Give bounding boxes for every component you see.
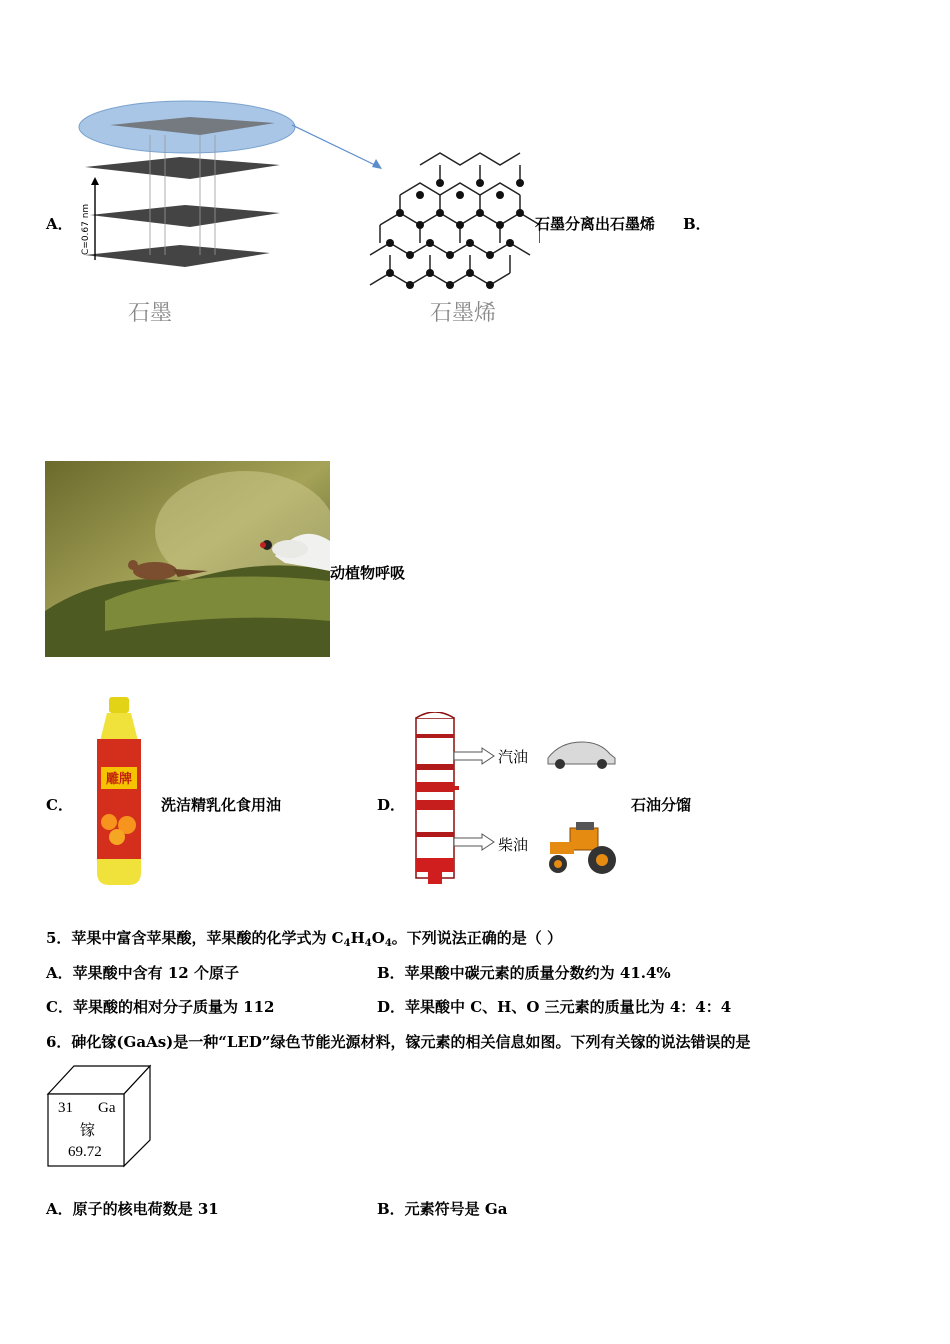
- element-symbol: Ga: [98, 1100, 116, 1116]
- q5-o: O: [371, 929, 385, 947]
- q5-stem: [46, 929, 562, 953]
- bottle-brand: 雕牌: [105, 772, 133, 787]
- q5-sub-o: 4: [384, 938, 392, 949]
- option-a-caption: 石墨分离出石墨烯: [535, 215, 656, 233]
- option-c-caption: 洗洁精乳化食用油: [161, 796, 282, 814]
- detergent-bottle: [95, 697, 143, 887]
- option-b-caption: 动植物呼吸: [330, 564, 406, 582]
- q6-option-b: B．元素符号是 Ga: [377, 1200, 508, 1218]
- element-mass: 69.72: [68, 1144, 102, 1160]
- q5-option-c: C．苹果酸的相对分子质量为 112: [46, 998, 275, 1016]
- option-c-letter: C．: [46, 796, 73, 814]
- graphite-figure: [70, 95, 540, 335]
- dimension-label: C=0.67 nm: [81, 203, 91, 255]
- q5-stem-post: 。下列说法正确的是（ ）: [391, 929, 563, 947]
- periodic-element-box: [46, 1064, 154, 1168]
- diesel-label: 柴油: [498, 836, 529, 854]
- graphene-label: 石墨烯: [430, 301, 497, 326]
- q5-sub-c: 4: [343, 938, 351, 949]
- element-name: 镓: [80, 1121, 96, 1139]
- q6-stem: 6．砷化镓(GaAs)是一种“LED”绿色节能光源材料，镓元素的相关信息如图。下列有关镓的说法错误的是: [46, 1033, 751, 1051]
- q5-sub-h: 4: [364, 938, 372, 949]
- distillation-figure: [410, 712, 625, 888]
- q5-option-a: A．苹果酸中含有 12 个原子: [46, 964, 239, 982]
- q5-h: H: [350, 929, 365, 947]
- gasoline-label: 汽油: [498, 748, 529, 766]
- option-a-letter: A．: [46, 215, 73, 233]
- q5-stem-pre: 5．苹果中富含苹果酸，苹果酸的化学式为 C: [46, 929, 344, 947]
- element-number: 31: [58, 1100, 73, 1116]
- q5-option-d: D．苹果酸中 C、H、O 三元素的质量比为 4：4：4: [377, 998, 732, 1016]
- option-d-caption: 石油分馏: [631, 796, 692, 814]
- option-d-letter: D．: [377, 796, 406, 814]
- option-b-letter: B．: [683, 215, 711, 233]
- pheasant-photo: [45, 461, 330, 657]
- q5-option-b: B．苹果酸中碳元素的质量分数约为 41.4%: [377, 964, 671, 982]
- q6-option-a: A．原子的核电荷数是 31: [46, 1200, 219, 1218]
- graphite-label: 石墨: [128, 301, 173, 326]
